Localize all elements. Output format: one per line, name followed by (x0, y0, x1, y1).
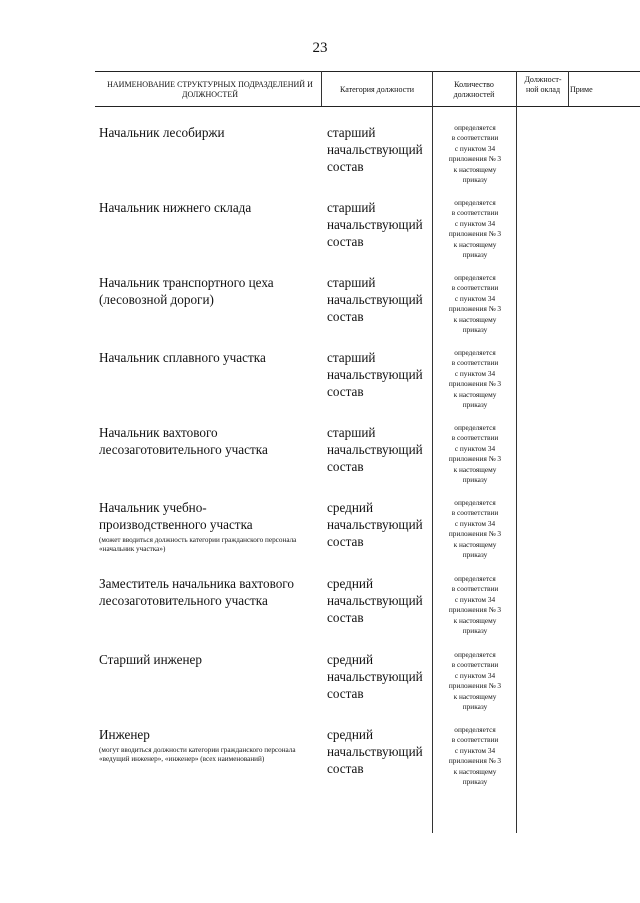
column-divider (321, 71, 322, 106)
quantity-line: с пунктом 34 (454, 293, 496, 303)
quantity-line: в соответствии (451, 283, 499, 293)
quantity-line: определяется (454, 650, 496, 659)
quantity-line: к настоящему (453, 389, 497, 399)
position-title: Начальник сплавного участка (99, 350, 266, 365)
position-name (99, 424, 314, 458)
quantity-line: к настоящему (453, 691, 497, 701)
category-line: состав (327, 761, 364, 776)
quantity-line: с пунктом 34 (454, 143, 496, 153)
category-line: состав (327, 159, 364, 174)
position-name (99, 575, 314, 609)
category-line: старший (327, 125, 376, 140)
quantity-line: с пунктом 34 (454, 594, 496, 604)
category-line: начальствующий (327, 593, 423, 608)
quantity-line: к настоящему (453, 314, 497, 324)
quantity-line: приказу (462, 550, 488, 560)
quantity-line: с пунктом 34 (454, 368, 496, 378)
position-title: Заместитель начальника вахтового лесозаготовительного участка (99, 576, 294, 608)
quantity-line: определяется (454, 725, 496, 734)
quantity-line: приказу (462, 175, 488, 185)
position-note: (может вводиться должность категории гражданского персонала «начальник участка») (99, 536, 297, 553)
quantity-line: определяется (454, 273, 496, 282)
position-quantity (433, 123, 517, 185)
quantity-line: в соответствии (451, 433, 499, 443)
quantity-line: приказу (462, 475, 488, 485)
position-quantity (433, 498, 517, 560)
quantity-line: к настоящему (453, 766, 497, 776)
category-line: старший (327, 275, 376, 290)
quantity-line: приказу (462, 626, 488, 636)
category-line: начальствующий (327, 292, 423, 307)
quantity-line: приложения № 3 (448, 304, 502, 314)
position-title: Начальник учебно-производственного участка (99, 500, 253, 532)
position-name (99, 124, 314, 141)
position-note: (могут вводиться должности категории гражданского персонала «ведущий инженер», «инженер» (всех наименований) (99, 746, 296, 763)
table-header-bottom-rule (95, 106, 640, 107)
position-name (99, 349, 314, 366)
header-note: Приме (570, 85, 593, 94)
position-quantity (433, 348, 517, 410)
quantity-line: в соответствии (451, 584, 499, 594)
table-header-top-rule (95, 71, 640, 72)
quantity-line: приказу (462, 777, 488, 787)
quantity-line: в соответствии (451, 660, 499, 670)
quantity-line: приложения № 3 (448, 454, 502, 464)
position-category (327, 575, 437, 626)
position-quantity (433, 574, 517, 636)
page-number: 23 (312, 40, 328, 56)
quantity-line: к настоящему (453, 615, 497, 625)
category-line: средний (327, 727, 374, 742)
quantity-line: к настоящему (453, 239, 497, 249)
quantity-line: в соответствии (451, 133, 499, 143)
position-category (327, 199, 437, 250)
quantity-line: в соответствии (451, 208, 499, 218)
category-line: состав (327, 234, 364, 249)
category-line: средний (327, 576, 374, 591)
quantity-line: к настоящему (453, 164, 497, 174)
quantity-line: с пунктом 34 (454, 745, 496, 755)
quantity-line: определяется (454, 198, 496, 207)
category-line: старший (327, 200, 376, 215)
quantity-line: приказу (462, 250, 488, 260)
category-line: состав (327, 384, 364, 399)
category-line: состав (327, 610, 364, 625)
category-line: начальствующий (327, 367, 423, 382)
category-line: старший (327, 350, 376, 365)
header-name: НАИМЕНОВАНИЕ СТРУКТУРНЫХ ПОДРАЗДЕЛЕНИЙ И ДОЛЖНОСТЕЙ (107, 80, 313, 99)
category-line: начальствующий (327, 669, 423, 684)
quantity-line: приложения № 3 (448, 605, 502, 615)
quantity-line: к настоящему (453, 539, 497, 549)
position-category (327, 349, 437, 400)
quantity-line: с пунктом 34 (454, 518, 496, 528)
quantity-line: приложения № 3 (448, 154, 502, 164)
category-line: состав (327, 534, 364, 549)
position-category (327, 499, 437, 550)
position-quantity (433, 273, 517, 335)
category-line: средний (327, 652, 374, 667)
position-quantity (433, 423, 517, 485)
position-quantity (433, 725, 517, 787)
category-line: начальствующий (327, 517, 423, 532)
category-line: начальствующий (327, 142, 423, 157)
quantity-line: с пунктом 34 (454, 218, 496, 228)
quantity-line: с пунктом 34 (454, 670, 496, 680)
position-title: Начальник лесобиржи (99, 125, 225, 140)
category-line: начальствующий (327, 442, 423, 457)
position-category (327, 726, 437, 777)
position-name (99, 726, 314, 763)
quantity-line: определяется (454, 423, 496, 432)
position-category (327, 424, 437, 475)
quantity-line: определяется (454, 348, 496, 357)
quantity-line: приложения № 3 (448, 681, 502, 691)
position-title: Начальник вахтового лесозаготовительного участка (99, 425, 268, 457)
position-name (99, 499, 314, 553)
quantity-line: приказу (462, 400, 488, 410)
position-title: Начальник нижнего склада (99, 200, 252, 215)
quantity-line: приложения № 3 (448, 379, 502, 389)
position-quantity (433, 198, 517, 260)
position-name (99, 651, 314, 668)
header-salary: Должност-ной оклад (524, 75, 562, 94)
quantity-line: в соответствии (451, 735, 499, 745)
header-quantity: Количество должностей (453, 80, 495, 99)
position-category (327, 651, 437, 702)
category-line: начальствующий (327, 217, 423, 232)
quantity-line: определяется (454, 498, 496, 507)
quantity-line: определяется (454, 574, 496, 583)
quantity-line: приложения № 3 (448, 756, 502, 766)
position-category (327, 274, 437, 325)
category-line: состав (327, 309, 364, 324)
category-line: состав (327, 459, 364, 474)
quantity-line: с пунктом 34 (454, 443, 496, 453)
quantity-line: приложения № 3 (448, 529, 502, 539)
position-category (327, 124, 437, 175)
position-title: Начальник транспортного цеха (лесовозной дороги) (99, 275, 274, 307)
category-line: состав (327, 686, 364, 701)
position-title: Старший инженер (99, 652, 202, 667)
position-title: Инженер (99, 727, 150, 742)
quantity-line: определяется (454, 123, 496, 132)
quantity-line: в соответствии (451, 508, 499, 518)
category-line: начальствующий (327, 744, 423, 759)
position-name (99, 274, 314, 308)
category-line: старший (327, 425, 376, 440)
quantity-line: приказу (462, 325, 488, 335)
column-divider (568, 71, 569, 106)
category-line: средний (327, 500, 374, 515)
quantity-line: в соответствии (451, 358, 499, 368)
quantity-line: к настоящему (453, 464, 497, 474)
header-category: Категория должности (340, 85, 414, 94)
position-name (99, 199, 314, 216)
quantity-line: приложения № 3 (448, 229, 502, 239)
quantity-line: приказу (462, 702, 488, 712)
position-quantity (433, 650, 517, 712)
